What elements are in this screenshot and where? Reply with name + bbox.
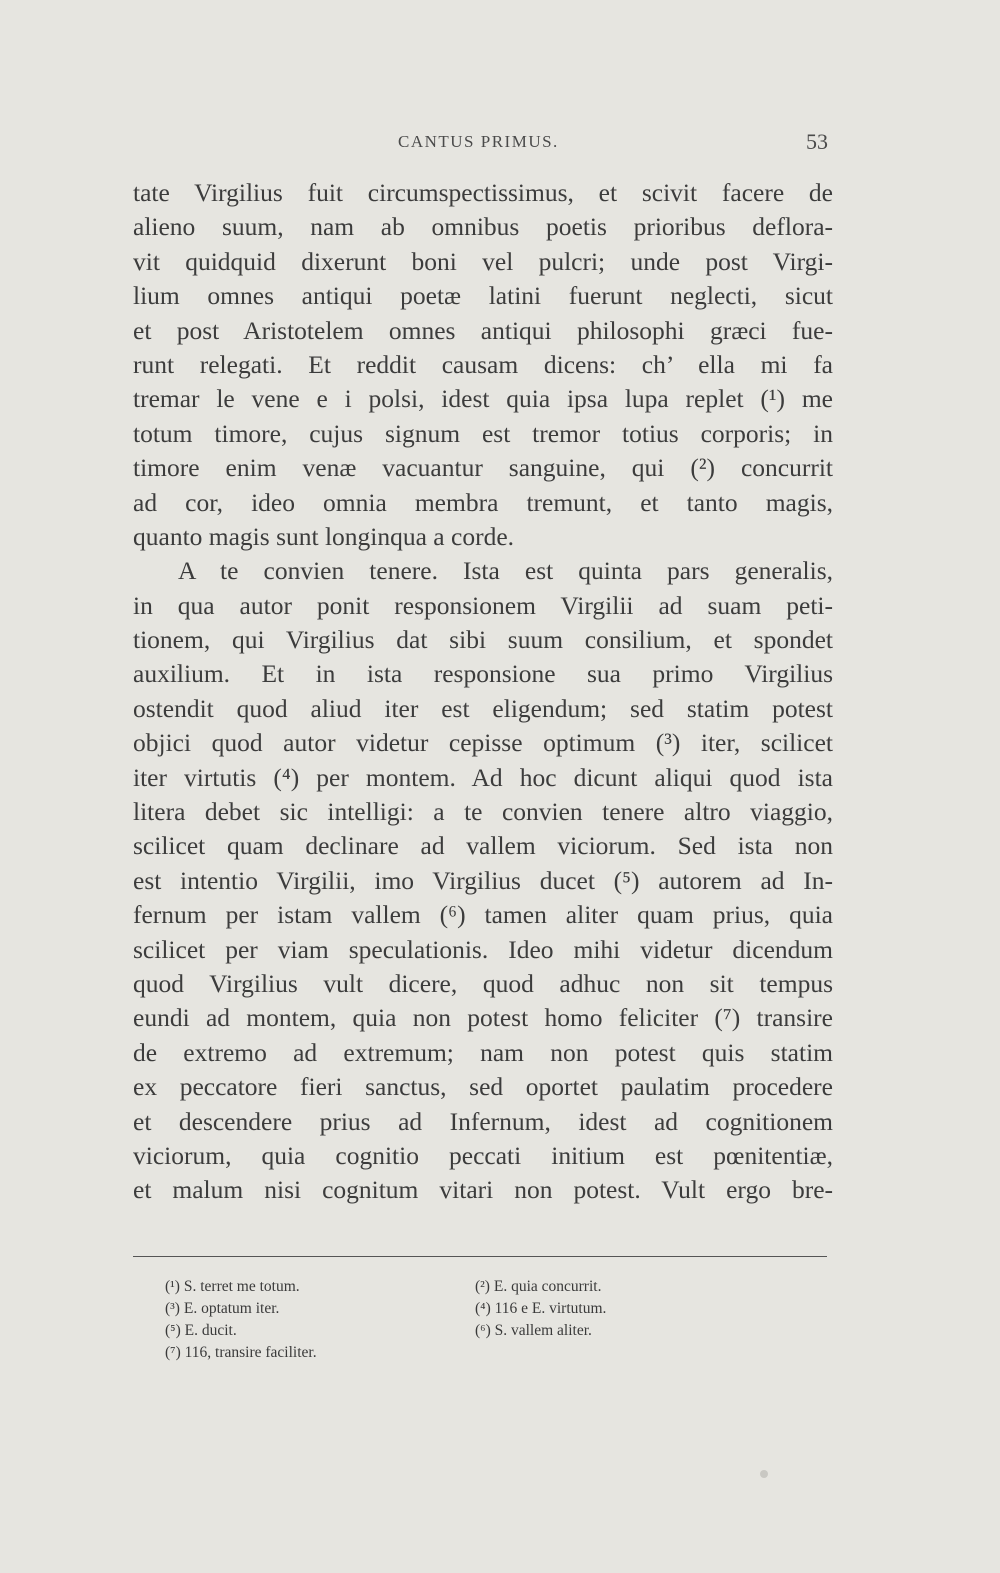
text-line: quod Virgilius vult dicere, quod adhuc non sit tempus: [133, 968, 833, 998]
text-line: viciorum, quia cognitio peccati initium est pœnitentiæ,: [133, 1140, 833, 1170]
page-number: 53: [806, 129, 828, 154]
footnote: (⁶) S. vallem aliter.: [475, 1322, 592, 1339]
text-line: runt relegati. Et reddit causam dicens: ch’ ella mi fa: [133, 349, 833, 379]
footnote: (⁷) 116, transire faciliter.: [165, 1344, 317, 1361]
text-line: scilicet per viam speculationis. Ideo mihi videtur dicendum: [133, 934, 833, 964]
footnote: (³) E. optatum iter.: [165, 1300, 280, 1317]
text-line: tionem, qui Virgilius dat sibi suum consilium, et spondet: [133, 625, 833, 655]
text-line: in qua autor ponit responsionem Virgilii ad suam peti-: [133, 590, 833, 620]
text-line: ex peccatore fieri sanctus, sed oportet paulatim procedere: [133, 1072, 833, 1102]
text-line: tremar le vene e i polsi, idest quia ipsa lupa replet (¹) me: [133, 384, 833, 414]
text-line: et descendere prius ad Infernum, idest ad cognitionem: [133, 1106, 833, 1136]
text-line: auxilium. Et in ista responsione sua primo Virgilius: [133, 659, 833, 689]
footnote-row: [165, 1320, 785, 1342]
text-line: quanto magis sunt longinqua a corde.: [133, 521, 515, 551]
text-line: A te convien tenere. Ista est quinta pars generalis,: [178, 556, 833, 586]
text-line: ad cor, ideo omnia membra tremunt, et tanto magis,: [133, 487, 833, 517]
text-line: timore enim venæ vacuantur sanguine, qui (²) concurrit: [133, 453, 833, 483]
footnote-divider: [133, 1256, 827, 1257]
text-line: eundi ad montem, quia non potest homo feliciter (⁷) transire: [133, 1003, 833, 1033]
paper-speck: [760, 1470, 768, 1478]
footnote: [475, 1342, 785, 1364]
text-line: est intentio Virgilii, imo Virgilius ducet (⁵) autorem ad In-: [133, 865, 833, 895]
text-line: et post Aristotelem omnes antiqui philosophi græci fue-: [133, 315, 833, 345]
footnote: (¹) S. terret me totum.: [165, 1278, 300, 1295]
footnote: (⁵) E. ducit.: [165, 1322, 237, 1339]
text-line: litera debet sic intelligi: a te convien tenere altro viaggio,: [133, 797, 833, 827]
text-line: alieno suum, nam ab omnibus poetis prioribus deflora-: [133, 212, 833, 242]
text-line: iter virtutis (⁴) per montem. Ad hoc dicunt aliqui quod ista: [133, 762, 833, 792]
text-line: totum timore, cujus signum est tremor totius corporis; in: [133, 418, 833, 448]
text-line: objici quod autor videtur cepisse optimum (³) iter, scilicet: [133, 728, 833, 758]
text-line: lium omnes antiqui poetæ latini fuerunt neglecti, sicut: [133, 281, 833, 311]
footnote-row: [165, 1276, 785, 1298]
footnote-row: [165, 1298, 785, 1320]
text-line: et malum nisi cognitum vitari non potest. Vult ergo bre-: [133, 1175, 833, 1205]
text-line: tate Virgilius fuit circumspectissimus, et scivit facere de: [133, 178, 833, 207]
text-line: vit quidquid dixerunt boni vel pulcri; unde post Virgi-: [133, 246, 833, 276]
running-head: CANTUS PRIMUS.: [398, 132, 559, 151]
footnote: (⁴) 116 e E. virtutum.: [475, 1300, 607, 1317]
text-line: fernum per istam vallem (⁶) tamen aliter quam prius, quia: [133, 900, 833, 930]
text-line: ostendit quod aliud iter est eligendum; sed statim potest: [133, 693, 833, 723]
body-text: [133, 176, 833, 1208]
footnote: (²) E. quia concurrit.: [475, 1278, 602, 1295]
footnote-row: [165, 1342, 785, 1364]
footnotes: [165, 1276, 785, 1364]
text-line: scilicet quam declinare ad vallem viciorum. Sed ista non: [133, 831, 833, 861]
text-line: de extremo ad extremum; nam non potest quis statim: [133, 1037, 833, 1067]
